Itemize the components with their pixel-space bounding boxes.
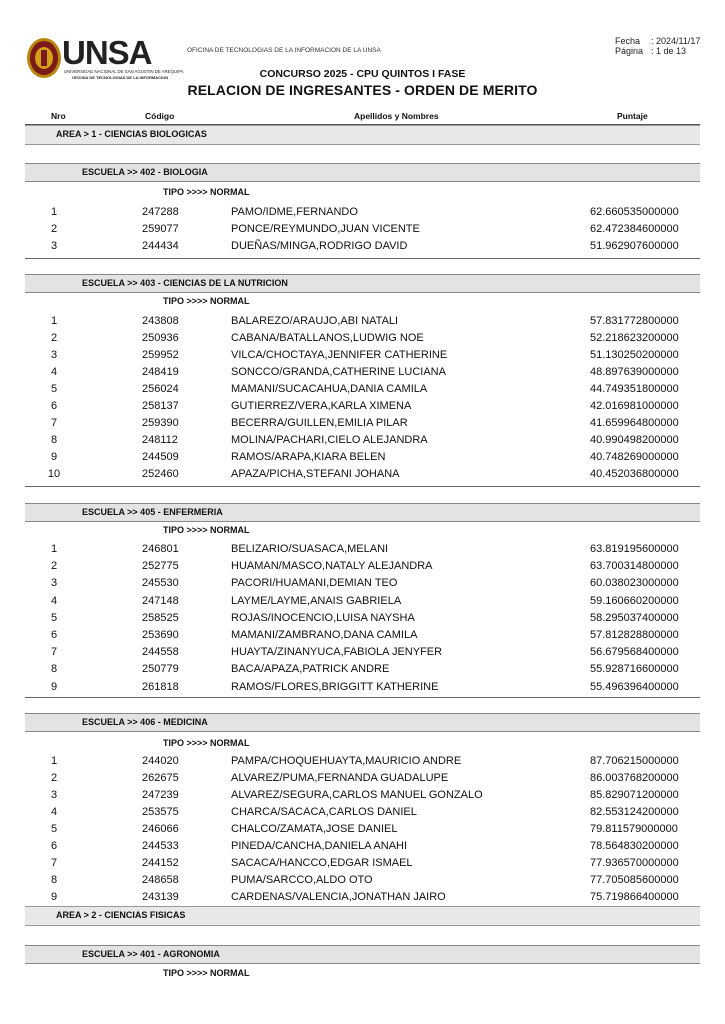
row-puntaje: 41.659964800000 — [590, 417, 679, 429]
row-nro: 2 — [50, 560, 58, 573]
table-row — [25, 434, 700, 450]
row-codigo: 248658 — [142, 874, 179, 886]
row-puntaje: 56.679568400000 — [590, 646, 679, 659]
row-puntaje: 57.812828800000 — [590, 629, 679, 641]
area-label: AREA > 1 - CIENCIAS BIOLOGICAS — [56, 129, 207, 139]
row-puntaje: 55.496396400000 — [590, 680, 679, 693]
row-nombre: VILCA/CHOCTAYA,JENNIFER CATHERINE — [231, 349, 448, 361]
row-nro: 6 — [50, 400, 58, 412]
university-name: UNIVERSIDAD NACIONAL DE SAN AGUSTIN DE AREQUIPA — [64, 69, 184, 74]
tipo-label: TIPO >>>> NORMAL — [163, 525, 250, 535]
table-row — [25, 417, 700, 433]
row-nro: 3 — [50, 577, 58, 590]
row-puntaje: 79.811579000000 — [590, 823, 678, 835]
row-nombre: CABANA/BATALLANOS,LUDWIG NOE — [231, 332, 424, 344]
row-nro: 9 — [50, 891, 58, 903]
row-nombre: DUEÑAS/MINGA,RODRIGO DAVID — [231, 240, 408, 252]
row-codigo: 244434 — [142, 240, 179, 252]
row-nro: 6 — [50, 840, 58, 852]
row-codigo: 247288 — [142, 206, 179, 218]
row-puntaje: 60.038023000000 — [590, 577, 679, 590]
row-nombre: BALAREZO/ARAUJO,ABI NATALI — [231, 315, 399, 327]
row-codigo: 247148 — [142, 594, 179, 607]
row-nombre: GUTIERREZ/VERA,KARLA XIMENA — [231, 400, 412, 412]
row-puntaje: 44.749351800000 — [590, 383, 679, 395]
school-header — [25, 503, 700, 522]
row-nro: 6 — [50, 629, 58, 641]
row-codigo: 244509 — [142, 451, 179, 463]
row-nombre: CHARCA/SACACA,CARLOS DANIEL — [231, 806, 417, 818]
row-nombre: CARDENAS/VALENCIA,JONATHAN JAIRO — [231, 891, 446, 903]
table-row — [25, 451, 700, 467]
pagina-value: : 1 de 13 — [651, 46, 687, 56]
row-puntaje: 52.218623200000 — [590, 332, 679, 344]
row-nombre: MAMANI/ZAMBRANO,DANA CAMILA — [231, 629, 418, 641]
row-nro: 5 — [50, 823, 58, 835]
row-nombre: SACACA/HANCCO,EDGAR ISMAEL — [231, 857, 413, 869]
row-nro: 2 — [50, 332, 58, 344]
row-codigo: 259952 — [142, 349, 179, 361]
fecha — [615, 36, 700, 46]
row-nro: 4 — [50, 594, 58, 607]
row-codigo: 261818 — [142, 680, 179, 693]
row-codigo: 243808 — [142, 315, 179, 327]
school-header — [25, 945, 700, 964]
row-nombre: PACORI/HUAMANI,DEMIAN TEO — [231, 577, 398, 590]
row-puntaje: 77.936570000000 — [590, 857, 679, 869]
row-puntaje: 40.452036800000 — [590, 468, 679, 480]
row-nro: 5 — [50, 611, 58, 624]
school-label: ESCUELA >> 401 - AGRONOMIA — [82, 949, 220, 959]
row-codigo: 258137 — [142, 400, 179, 412]
row-nombre: PAMO/IDME,FERNANDO — [231, 206, 358, 218]
column-headers — [25, 110, 700, 124]
row-nombre: MAMANI/SUCACAHUA,DANIA CAMILA — [231, 383, 428, 395]
pagina — [615, 46, 686, 56]
row-puntaje: 40.990498200000 — [590, 434, 679, 446]
row-puntaje: 86.003768200000 — [590, 772, 679, 784]
area-header — [25, 125, 700, 145]
area-header — [25, 906, 700, 926]
row-nro: 8 — [50, 874, 58, 886]
row-codigo: 246801 — [142, 543, 179, 555]
row-nro: 2 — [50, 772, 58, 784]
row-puntaje: 63.700314800000 — [590, 560, 679, 573]
row-nro: 7 — [50, 417, 58, 429]
page-title: RELACION DE INGRESANTES - ORDEN DE MERITO — [187, 82, 538, 98]
row-codigo: 250936 — [142, 332, 179, 344]
fecha-label: Fecha — [615, 36, 641, 46]
table-row — [25, 400, 700, 416]
table-row — [25, 840, 700, 856]
table-row — [25, 332, 700, 348]
row-nro: 1 — [50, 755, 58, 767]
row-puntaje: 85.829071200000 — [590, 789, 679, 801]
row-nombre: PAMPA/CHOQUEHUAYTA,MAURICIO ANDRE — [231, 755, 462, 767]
row-codigo: 262675 — [142, 772, 179, 784]
table-row — [25, 595, 700, 611]
table-row — [25, 681, 700, 697]
row-nro: 9 — [50, 451, 58, 463]
row-codigo: 253575 — [142, 806, 179, 818]
row-nro: 10 — [47, 468, 61, 480]
row-nro: 5 — [50, 383, 58, 395]
row-nro: 8 — [50, 434, 58, 446]
table-row — [25, 612, 700, 628]
table-row — [25, 383, 700, 399]
row-puntaje: 62.472384600000 — [590, 223, 679, 235]
pagina-label: Página — [615, 46, 644, 56]
row-codigo: 252775 — [142, 560, 179, 573]
tipo-label: TIPO >>>> NORMAL — [163, 738, 250, 748]
row-codigo: 244152 — [142, 857, 179, 869]
row-codigo: 244020 — [142, 755, 179, 767]
table-row — [25, 789, 700, 805]
row-nombre: CHALCO/ZAMATA,JOSE DANIEL — [231, 823, 398, 835]
col-nombres: Apellidos y Nombres — [354, 111, 439, 121]
office-name: OFICINA DE TECNOLOGIAS DE LA INFORMACION DE LA UNSA — [187, 47, 381, 54]
section-divider — [25, 258, 700, 259]
row-nro: 1 — [50, 315, 58, 327]
row-nombre: ALVAREZ/PUMA,FERNANDA GUADALUPE — [231, 772, 449, 784]
col-puntaje: Puntaje — [617, 111, 648, 121]
row-codigo: 248419 — [142, 366, 179, 378]
row-codigo: 259390 — [142, 417, 179, 429]
row-nombre: PUMA/SARCCO,ALDO OTO — [231, 874, 373, 886]
table-row — [25, 206, 700, 222]
row-puntaje: 55.928716600000 — [590, 663, 679, 676]
table-row — [25, 806, 700, 822]
row-puntaje: 78.564830200000 — [590, 840, 679, 852]
table-row — [25, 646, 700, 662]
unsa-wordmark: UNSA — [62, 34, 152, 71]
row-nro: 3 — [50, 349, 58, 361]
row-nombre: HUAMAN/MASCO,NATALY ALEJANDRA — [231, 560, 433, 573]
row-puntaje: 51.130250200000 — [590, 349, 679, 361]
row-puntaje: 58.295037400000 — [590, 611, 679, 624]
row-nro: 8 — [50, 663, 58, 676]
row-nro: 3 — [50, 240, 58, 252]
row-puntaje: 63.819195600000 — [590, 543, 679, 555]
table-row — [25, 560, 700, 576]
row-codigo: 243139 — [142, 891, 179, 903]
row-codigo: 256024 — [142, 383, 179, 395]
table-row — [25, 240, 700, 256]
row-codigo: 245530 — [142, 577, 179, 590]
school-label: ESCUELA >> 402 - BIOLOGIA — [82, 167, 208, 177]
tipo-label: TIPO >>>> NORMAL — [163, 296, 250, 306]
row-nombre: RAMOS/ARAPA,KIARA BELEN — [231, 451, 386, 463]
table-row — [25, 468, 700, 484]
row-nombre: BECERRA/GUILLEN,EMILIA PILAR — [231, 417, 408, 429]
table-row — [25, 223, 700, 239]
row-nro: 4 — [50, 806, 58, 818]
row-codigo: 246066 — [142, 823, 179, 835]
row-nro: 1 — [50, 206, 58, 218]
row-nombre: PONCE/REYMUNDO,JUAN VICENTE — [231, 223, 420, 235]
school-header — [25, 163, 700, 182]
col-codigo: Código — [145, 111, 175, 121]
row-nombre: PINEDA/CANCHA,DANIELA ANAHI — [231, 840, 408, 852]
row-nombre: RAMOS/FLORES,BRIGGITT KATHERINE — [231, 680, 439, 693]
row-codigo: 247239 — [142, 789, 179, 801]
school-header — [25, 713, 700, 732]
row-nombre: BELIZARIO/SUASACA,MELANI — [231, 543, 389, 555]
row-codigo: 244533 — [142, 840, 179, 852]
table-row — [25, 629, 700, 645]
row-nro: 7 — [50, 646, 58, 659]
row-nombre: HUAYTA/ZINANYUCA,FABIOLA JENYFER — [231, 646, 443, 659]
row-codigo: 253690 — [142, 629, 179, 641]
school-label: ESCUELA >> 403 - CIENCIAS DE LA NUTRICION — [82, 278, 288, 288]
fecha-value: : 2024/11/17 — [651, 36, 701, 46]
concurso-title: CONCURSO 2025 - CPU QUINTOS I FASE — [259, 68, 466, 80]
row-puntaje: 57.831772800000 — [590, 315, 679, 327]
row-puntaje: 42.016981000000 — [590, 400, 679, 412]
row-puntaje: 40.748269000000 — [590, 451, 679, 463]
row-nro: 3 — [50, 789, 58, 801]
row-nro: 1 — [50, 543, 58, 555]
row-codigo: 244558 — [142, 646, 179, 659]
section-divider — [25, 486, 700, 487]
row-puntaje: 87.706215000000 — [590, 755, 679, 767]
table-row — [25, 772, 700, 788]
row-codigo: 252460 — [142, 468, 179, 480]
table-row — [25, 315, 700, 331]
row-puntaje: 48.897639000000 — [590, 366, 679, 378]
row-puntaje: 75.719866400000 — [590, 891, 679, 903]
table-row — [25, 577, 700, 593]
school-header — [25, 274, 700, 293]
row-codigo: 250779 — [142, 663, 179, 676]
tipo-label: TIPO >>>> NORMAL — [163, 187, 250, 197]
row-puntaje: 59.160660200000 — [590, 594, 679, 607]
tipo-label: TIPO >>>> NORMAL — [163, 968, 250, 978]
table-row — [25, 543, 700, 559]
table-row — [25, 755, 700, 771]
row-nro: 7 — [50, 857, 58, 869]
row-nro: 9 — [50, 680, 58, 693]
row-puntaje: 51.962907600000 — [590, 240, 679, 252]
area-label: AREA > 2 - CIENCIAS FISICAS — [56, 910, 186, 920]
section-divider — [25, 697, 700, 698]
row-nombre: BACA/APAZA,PATRICK ANDRE — [231, 663, 390, 676]
row-codigo: 259077 — [142, 223, 179, 235]
table-row — [25, 823, 700, 839]
row-nombre: SONCCO/GRANDA,CATHERINE LUCIANA — [231, 366, 446, 378]
row-nombre: ROJAS/INOCENCIO,LUISA NAYSHA — [231, 611, 415, 624]
row-nombre: ALVAREZ/SEGURA,CARLOS MANUEL GONZALO — [231, 789, 483, 801]
table-row — [25, 891, 700, 907]
row-nro: 4 — [50, 366, 58, 378]
row-nombre: LAYME/LAYME,ANAIS GABRIELA — [231, 594, 402, 607]
row-codigo: 258525 — [142, 611, 179, 624]
table-row — [25, 874, 700, 890]
col-nro: Nro — [51, 111, 66, 121]
table-row — [25, 366, 700, 382]
row-nombre: APAZA/PICHA,STEFANI JOHANA — [231, 468, 400, 480]
row-puntaje: 62.660535000000 — [590, 206, 679, 218]
row-codigo: 248112 — [142, 434, 178, 446]
row-puntaje: 77.705085600000 — [590, 874, 679, 886]
row-nombre: MOLINA/PACHARI,CIELO ALEJANDRA — [231, 434, 428, 446]
table-row — [25, 857, 700, 873]
table-row — [25, 663, 700, 679]
row-nro: 2 — [50, 223, 58, 235]
school-label: ESCUELA >> 406 - MEDICINA — [82, 717, 208, 727]
school-label: ESCUELA >> 405 - ENFERMERIA — [82, 507, 223, 517]
table-row — [25, 349, 700, 365]
office-short-name: OFICINA DE TECNOLOGIAS DE LA INFORMACION — [72, 75, 169, 80]
row-puntaje: 82.553124200000 — [590, 806, 679, 818]
